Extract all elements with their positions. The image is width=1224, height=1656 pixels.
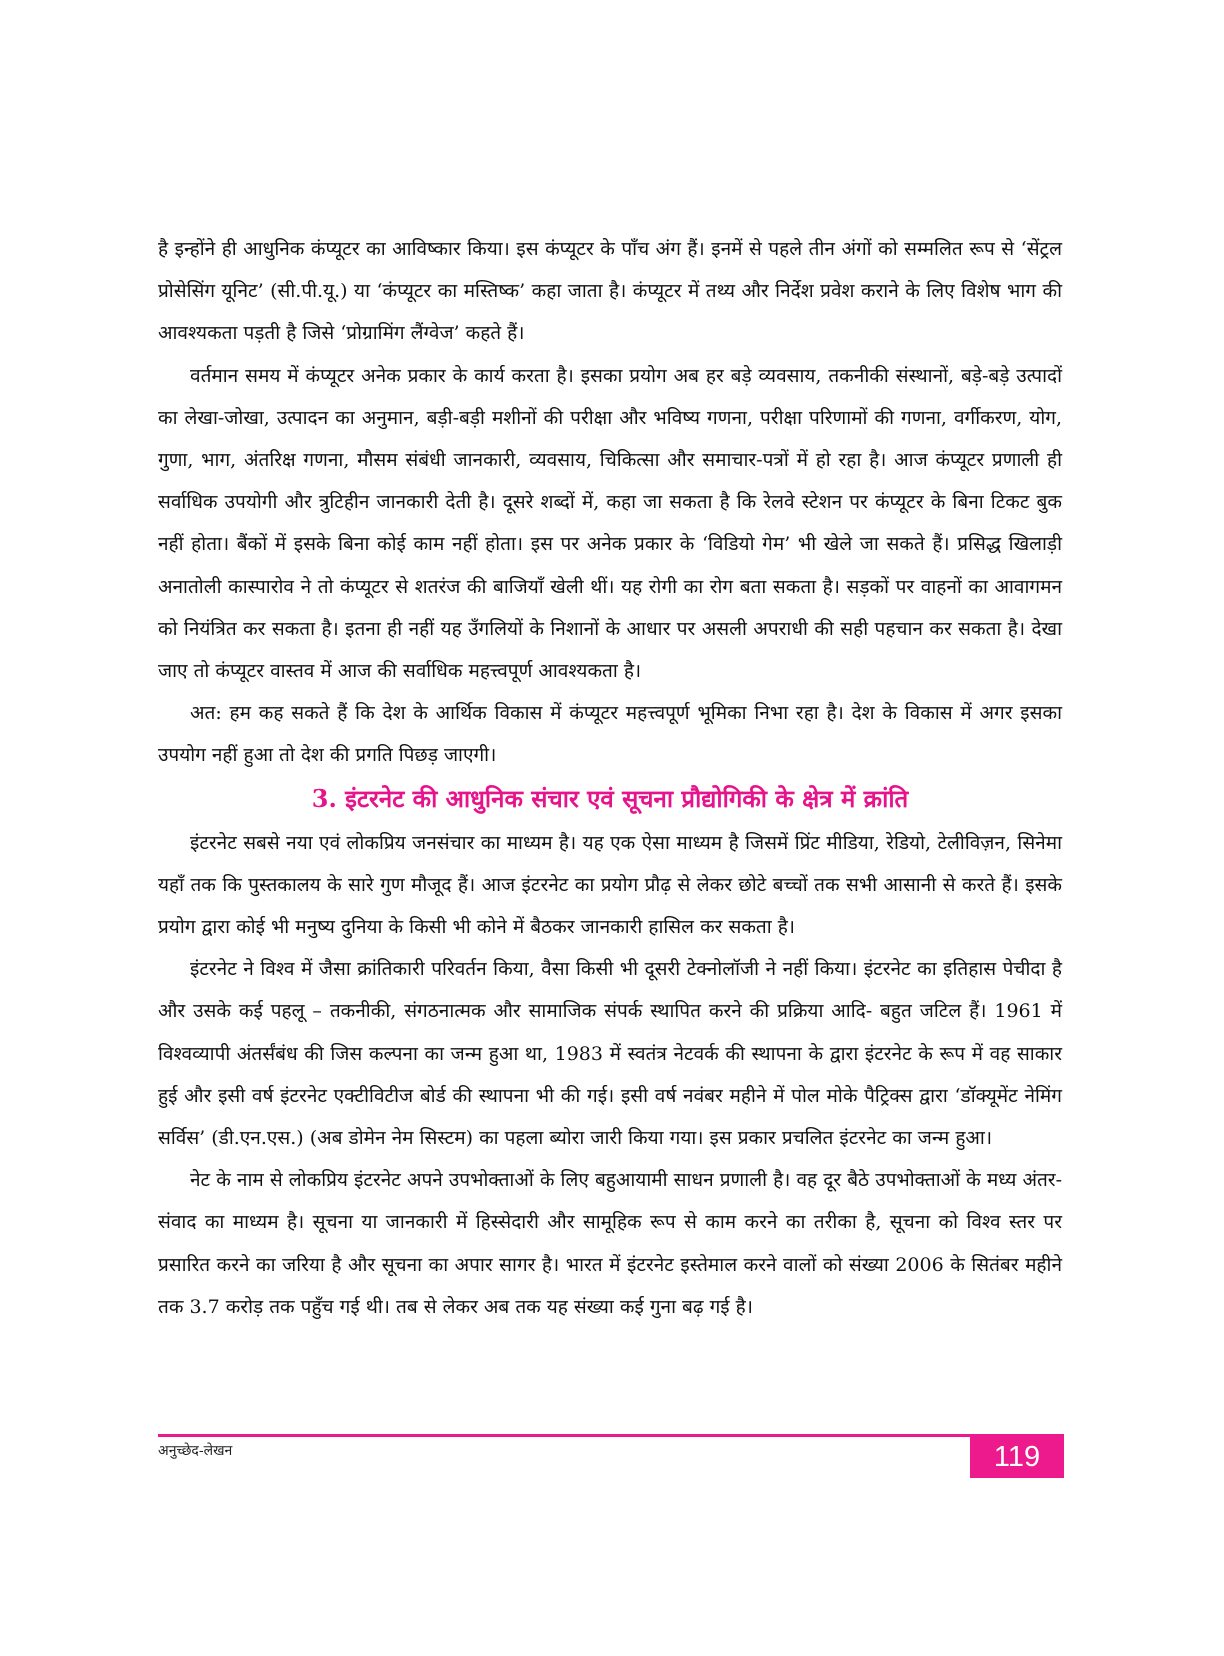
section-heading-internet: 3. इंटरनेट की आधुनिक संचार एवं सूचना प्रौद्योगिकी के क्षेत्र में क्रांति (311, 783, 909, 813)
page-number: 119 (970, 1437, 1064, 1478)
paragraph-computer-conclusion: अत: हम कह सकते हैं कि देश के आर्थिक विकास में कंप्यूटर महत्त्वपूर्ण भूमिका निभा रहा है। देश के विकास में अगर इसका उपयोग नहीं हुआ तो देश की प्रगति पिछड़ जाएगी। (158, 702, 1062, 767)
paragraph-internet-users: नेट के नाम से लोकप्रिय इंटरनेट अपने उपभोक्ताओं के लिए बहुआयामी साधन प्रणाली है। वह दूर बैठे उपभोक्ताओं के मध्य अंतर-संवाद का माध्यम है। सूचना या जानकारी में हिस्सेदारी और सामूहिक रूप से काम करने का तरीका है, सूचना को विश्व स्तर पर प्रसारित करने का जरिया है और सूचना का अपार सागर है। भारत में इंटरनेट इस्तेमाल करने वालों को संख्या 2006 के सितंबर महीने तक 3.7 करोड़ तक पहुँच गई थी। तब से लेकर अब तक यह संख्या कई गुना बढ़ गई है। (158, 1169, 1062, 1318)
paragraph-internet-intro: इंटरनेट सबसे नया एवं लोकप्रिय जनसंचार का माध्यम है। यह एक ऐसा माध्यम है जिसमें प्रिंट मीडिया, रेडियो, टेलीविज़न, सिनेमा यहाँ तक कि पुस्तकालय के सारे गुण मौजूद हैं। आज इंटरनेट का प्रयोग प्रौढ़ से लेकर छोटे बच्चों तक सभी आसानी से करते हैं। इसके प्रयोग द्वारा कोई भी मनुष्य दुनिया के किसी भी कोने में बैठकर जानकारी हासिल कर सकता है। (158, 831, 1062, 939)
footer-divider (158, 1434, 1064, 1437)
paragraph-computer-uses: वर्तमान समय में कंप्यूटर अनेक प्रकार के कार्य करता है। इसका प्रयोग अब हर बड़े व्यवसाय, तकनीकी संस्थानों, बड़े-बड़े उत्पादों का लेखा-जोखा, उत्पादन का अनुमान, बड़ी-बड़ी मशीनों की परीक्षा और भविष्य गणना, परीक्षा परिणामों की गणना, वर्गीकरण, योग, गुणा, भाग, अंतरिक्ष गणना, मौसम संबंधी जानकारी, व्यवसाय, चिकित्सा और समाचार-पत्रों में हो रहा है। आज कंप्यूटर प्रणाली ही सर्वाधिक उपयोगी और त्रुटिहीन जानकारी देती है। दूसरे शब्दों में, कहा जा सकता है कि रेलवे स्टेशन पर कंप्यूटर के बिना टिकट बुक नहीं होता। बैंकों में इसके बिना कोई काम नहीं होता। इस पर अनेक प्रकार के ‘विडियो गेम’ भी खेले जा सकते हैं। प्रसिद्ध खिलाड़ी अनातोली कास्पारोव ने तो कंप्यूटर से शतरंज की बाजियाँ खेली थीं। यह रोगी का रोग बता सकता है। सड़कों पर वाहनों का आवागमन को नियंत्रित कर सकता है। इतना ही नहीं यह उँगलियों के निशानों के आधार पर असली अपराधी की सही पहचान कर सकता है। देखा जाए तो कंप्यूटर वास्तव में आज की सर्वाधिक महत्त्वपूर्ण आवश्यकता है। (158, 364, 1062, 683)
footer-chapter-label: अनुच्छेद-लेखन (158, 1443, 233, 1459)
paragraph-computer-parts: है इन्होंने ही आधुनिक कंप्यूटर का आविष्कार किया। इस कंप्यूटर के पाँच अंग हैं। इनमें से पहले तीन अंगों को सम्मलित रूप से ‘सेंट्रल प्रोसेसिंग यूनिट’ (सी.पी.यू.) या ‘कंप्यूटर का मस्तिष्क’ कहा जाता है। कंप्यूटर में तथ्य और निर्देश प्रवेश कराने के लिए विशेष भाग की आवश्यकता पड़ती है जिसे ‘प्रोग्रामिंग लैंग्वेज’ कहते हैं। (158, 238, 1062, 345)
page-content (158, 228, 1062, 1328)
paragraph-internet-history: इंटरनेट ने विश्व में जैसा क्रांतिकारी परिवर्तन किया, वैसा किसी भी दूसरी टेक्नोलॉजी ने नहीं किया। इंटरनेट का इतिहास पेचीदा है और उसके कई पहलू – तकनीकी, संगठनात्मक और सामाजिक संपर्क स्थापित करने की प्रक्रिया आदि- बहुत जटिल हैं। 1961 में विश्वव्यापी अंतर्संबंध की जिस कल्पना का जन्म हुआ था, 1983 में स्वतंत्र नेटवर्क की स्थापना के द्वारा इंटरनेट के रूप में वह साकार हुई और इसी वर्ष इंटरनेट एक्टीविटीज बोर्ड की स्थापना भी की गई। इसी वर्ष नवंबर महीने में पोल मोके पैट्रिक्स द्वारा ‘डॉक्यूमेंट नेमिंग सर्विस’ (डी.एन.एस.) (अब डोमेन नेम सिस्टम) का पहला ब्योरा जारी किया गया। इस प्रकार प्रचलित इंटरनेट का जन्म हुआ। (158, 958, 1062, 1150)
